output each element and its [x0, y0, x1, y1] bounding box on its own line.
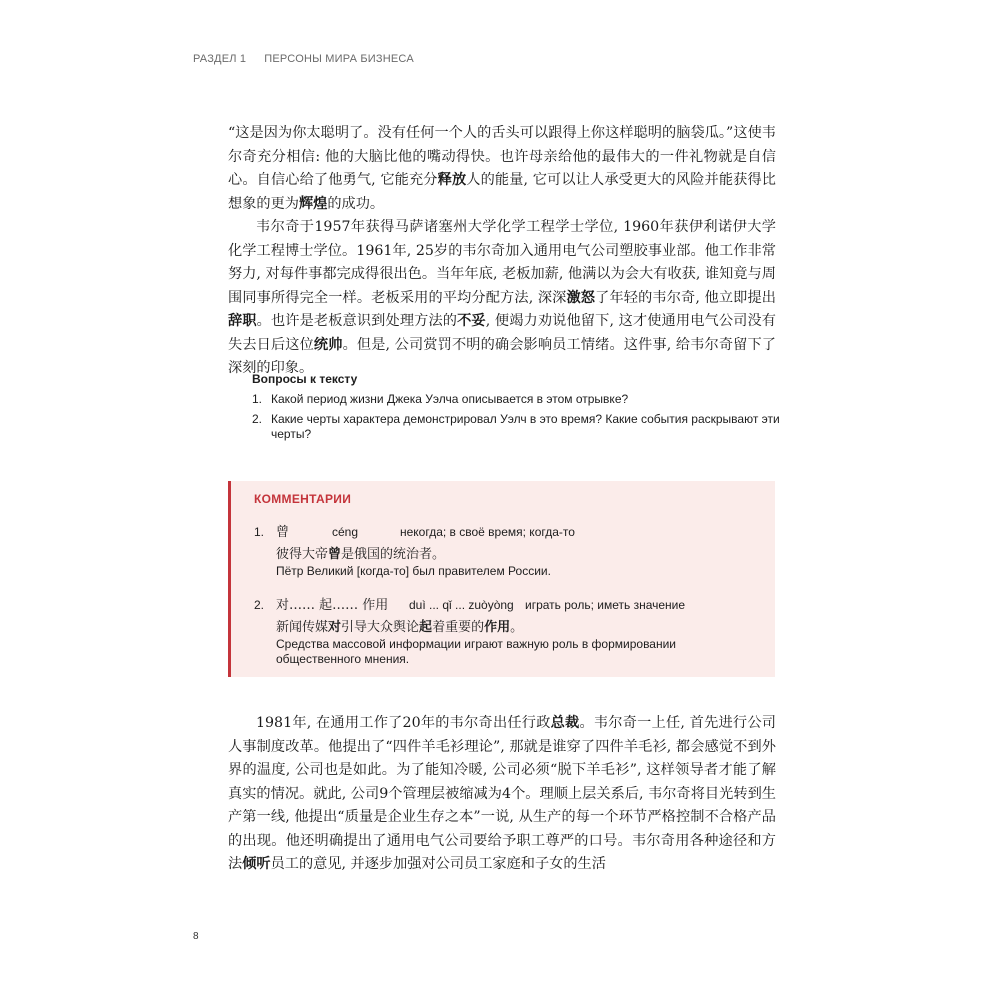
main-text-upper — [228, 122, 776, 381]
bold-term: 作用 — [484, 620, 511, 635]
questions-list — [252, 392, 782, 442]
question-text: Какие черты характера демонстрировал Уэлч в это время? Какие события раскрывают эти черты? — [271, 412, 780, 441]
bold-term: 总裁 — [550, 715, 580, 731]
page-number: 8 — [193, 931, 199, 942]
text-run: 是俄国的统治者。 — [341, 547, 446, 562]
comment-pinyin: duì ... qǐ ... zuòyòng — [409, 598, 514, 612]
bold-term: 曾 — [328, 547, 342, 562]
text-run: 。 — [510, 620, 524, 635]
comment-word: 对…… 起…… 作用 — [276, 598, 389, 613]
text-run: 引导大众舆论 — [341, 620, 420, 635]
comments-title: КОММЕНТАРИИ — [254, 492, 352, 506]
text-run: 。韦尔奇一上任, 首先进行公司人事制度改革。他提出了“四件羊毛衫理论”, 那就是谁穿了四件羊毛衫, 都会感觉不到外界的温度, 公司也是如此。为了能知冷暖, 公司必须“脱下羊毛衫”, 这样领导者才能了解真实的情况。就此, 公司9个管理层被缩减为4个。理顺上层关系后, 韦尔奇将目光转到生产第一线, 他提出“质量是企业生存之本”一说, 从生产的每一个环节严格控制不合格产品的出现。他还明确提出了通用电气公司要给予职工尊严的口号。韦尔奇用各种途径和方法 — [228, 715, 776, 872]
question-number: 1. — [252, 392, 263, 406]
bold-term: 释放 — [437, 172, 467, 188]
comment-translation: Пётр Великий [когда-то] был правителем России. — [276, 564, 551, 578]
comment-number: 2. — [254, 598, 265, 612]
comment-translation: Средства массовой информации играют важную роль в формировании общественного мнения. — [276, 637, 677, 666]
question-item — [252, 412, 782, 442]
comment-header-row — [254, 594, 754, 611]
running-header — [193, 53, 414, 65]
main-text-lower — [228, 712, 776, 877]
question-item — [252, 392, 782, 407]
comment-example — [276, 543, 754, 562]
text-run: 新闻传媒 — [276, 620, 329, 635]
bold-term: 辞职 — [228, 313, 257, 329]
text-run: 彼得大帝 — [276, 547, 329, 562]
comment-entry — [254, 521, 754, 579]
text-run: 。也许是老板意识到处理方法的 — [256, 313, 458, 329]
comment-header-row — [254, 521, 754, 538]
comment-example — [276, 616, 754, 635]
text-run: “这是因为你太聪明了。没有任何一个人的舌头可以跟得上你这样聪明的脑袋瓜。”这使韦尔奇充分相信: 他的大脑比他的嘴动得快。也许母亲给他的最伟大的一件礼物就是自信心。自信心给了他勇气, 它能充分 — [228, 125, 776, 188]
text-run: 员工的意见, 并逐步加强对公司员工家庭和子女的生活 — [270, 856, 606, 872]
comment-meaning: играть роль; иметь значение — [525, 598, 686, 612]
text-run: 的成功。 — [327, 195, 385, 212]
bold-term: 对 — [328, 620, 342, 635]
bold-term: 激怒 — [566, 289, 596, 306]
comment-number: 1. — [254, 525, 265, 539]
comment-word: 曾 — [276, 525, 290, 540]
questions-title: Вопросы к тексту — [252, 372, 358, 386]
bold-term: 起 — [419, 620, 433, 635]
comment-pinyin: céng — [332, 525, 359, 539]
question-text: Какой период жизни Джека Уэлча описывается в этом отрывке? — [271, 392, 629, 406]
bold-term: 倾听 — [242, 856, 271, 872]
text-run: 人的能量, 它可以让人承受更大的风险并能获得比想象的更为 — [228, 172, 776, 212]
bold-term: 不妥 — [457, 313, 486, 329]
section-title: ПЕРСОНЫ МИРА БИЗНЕСА — [264, 53, 414, 65]
section-label: РАЗДЕЛ 1 — [193, 53, 247, 65]
text-run: , 便竭力劝说他留下, 这才使通用电气公司没有失去日后这位 — [228, 313, 776, 353]
paragraph — [228, 216, 776, 381]
text-run: 了年轻的韦尔奇, 他立即提出 — [595, 289, 776, 306]
text-run: 。但是, 公司赏罚不明的确会影响员工情绪。这件事, 给韦尔奇留下了深刻的印象。 — [228, 336, 776, 376]
bold-term: 统帅 — [313, 336, 343, 353]
question-number: 2. — [252, 412, 263, 426]
paragraph — [228, 712, 776, 877]
bold-term: 辉煌 — [298, 195, 328, 212]
text-run: 韦尔奇于1957年获得马萨诸塞州大学化学工程学士学位, 1960年获伊利诺伊大学化学工程博士学位。1961年, 25岁的韦尔奇加入通用电气公司塑胶事业部。他工作非常努力, 对每件事都完成得很出色。当年年底, 老板加薪, 他满以为会大有收获, 谁知竟与周围同事所得完全一样。老板采用的平均分配方法, 深深 — [228, 219, 776, 306]
comment-entry — [254, 594, 754, 667]
text-run: 1981年, 在通用工作了20年的韦尔奇出任行政 — [256, 715, 551, 731]
questions-block — [252, 372, 782, 447]
comment-meaning: некогда; в своё время; когда-то — [400, 525, 575, 539]
text-run: 着重要的 — [432, 620, 485, 635]
paragraph — [228, 122, 776, 216]
comments-box — [228, 481, 775, 677]
